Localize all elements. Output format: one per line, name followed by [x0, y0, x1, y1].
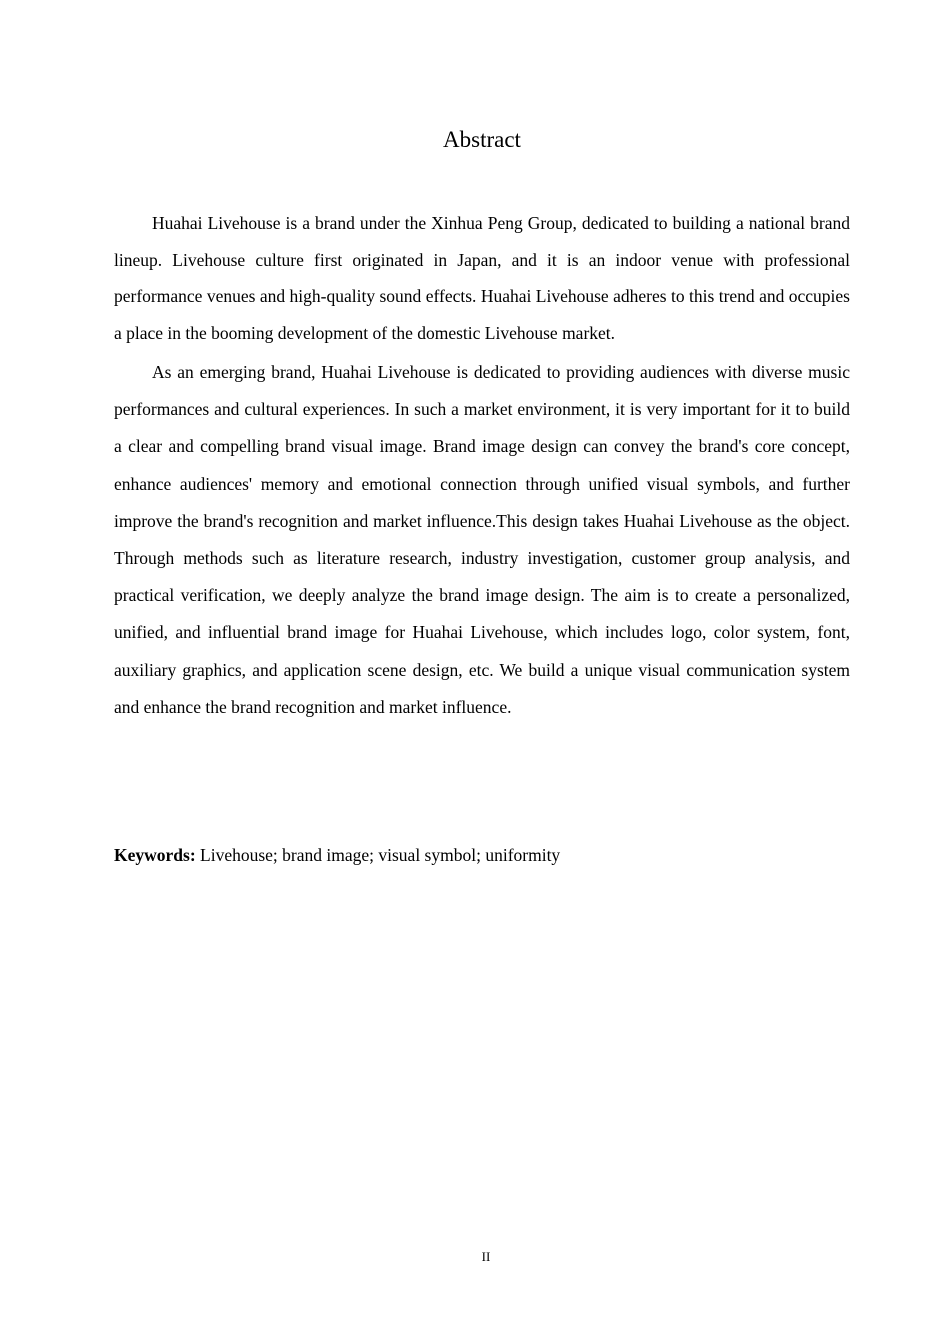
- abstract-title: Abstract: [443, 127, 521, 152]
- abstract-body: [114, 205, 850, 726]
- abstract-paragraph-2: As an emerging brand, Huahai Livehouse is dedicated to providing audiences with diverse music performances and cultural experiences. In such a market environment, it is very important for it to build a clear and compelling brand visual image. Brand image design can convey the brand's core concept, enhance audiences' memory and emotional connection through unified visual symbols, and further improve the brand's recognition and market influence.This design takes Huahai Livehouse as the object. Through methods such as literature research, industry investigation, customer group analysis, and practical verification, we deeply analyze the brand image design. The aim is to create a personalized, unified, and influential brand image for Huahai Livehouse, which includes logo, color system, font, auxiliary graphics, and application scene design, etc. We build a unique visual communication system and enhance the brand recognition and market influence.: [114, 362, 850, 717]
- abstract-paragraph-1: Huahai Livehouse is a brand under the Xinhua Peng Group, dedicated to building a national brand lineup. Livehouse culture first originated in Japan, and it is an indoor venue with professional performance venues and high-quality sound effects. Huahai Livehouse adheres to this trend and occupies a place in the booming development of the domestic Livehouse market.: [114, 213, 850, 343]
- keywords-value: Livehouse; brand image; visual symbol; uniformity: [200, 845, 561, 865]
- keywords-label: Keywords:: [114, 845, 196, 865]
- page-number: II: [481, 1249, 491, 1264]
- keywords-line: [114, 840, 850, 870]
